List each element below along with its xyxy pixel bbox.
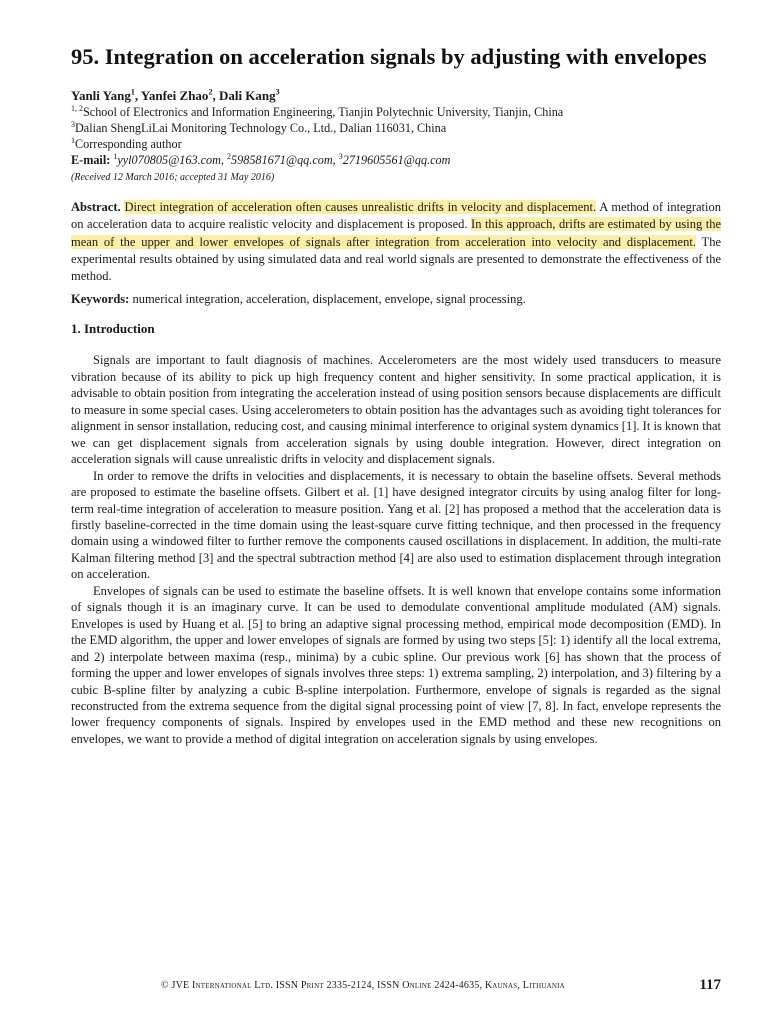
author-name: Dali Kang bbox=[218, 88, 276, 103]
page-number: 117 bbox=[699, 977, 721, 993]
page-footer bbox=[71, 977, 721, 997]
highlight: Direct integration of acceleration often causes unrealistic drifts in velocity and displacement. bbox=[124, 200, 597, 214]
affiliation-sup: 1, 2 bbox=[71, 103, 83, 113]
author-line: Yanli Yang$^1$, Yanfei Zhao$^2$, Dali Kang$^3$ bbox=[71, 87, 280, 103]
paper-page bbox=[71, 42, 721, 747]
email-label: E-mail: bbox=[71, 153, 111, 167]
email-line: E-mail: $^1$yyl070805@163.com, $^2$598581671@qq.com, $^3$2719605561@qq.com bbox=[71, 151, 451, 167]
abstract-text: A method of integration on acceleration data to acquire realistic velocity and displacement is proposed. bbox=[71, 200, 721, 232]
affiliation-text: School of Electronics and Information Engineering, Tianjin Polytechnic University, Tianjin, China bbox=[83, 105, 564, 119]
received-date: (Received 12 March 2016; accepted 31 May 2016) bbox=[71, 172, 275, 183]
abstract-label: Abstract. bbox=[71, 200, 121, 214]
author-sup: 3 bbox=[275, 87, 280, 97]
keywords-text: numerical integration, acceleration, displacement, envelope, signal processing. bbox=[132, 292, 526, 307]
paragraph: Envelopes of signals can be used to estimate the baseline offsets. It is well known that envelope contains some information of signals though it is an imaginary curve. It can be used to demodulate conventional amplitude modulated (AM) signals. Envelopes is used by Huang et al. [5] to bring an adaptive signal processing method, empirical mode decomposition (EMD). In the EMD algorithm, the upper and lower envelopes of signals are formed by using two steps [5]: 1) identify all the local extrema, and 2) interpolate between maxima (resp., minima) by a cubic spline. Our previous work [6] has shown that the process of forming the upper and lower envelopes of signals involves three steps: 1) extrema sampling, 2) interpolation, and 3) filtering by a cubic B-spline filter by analyzing a cubic B-spline interpolation. Furthermore, envelope of signals is regarded as the signal reconstructed from the extrema sequence from the digital signal processing point of view [7, 8]. In fact, envelope represents the lower frequency components of signals. Inspired by envelopes used in the EMD method and these new recognitions on envelopes, we want to provide a method of digital integration on acceleration signals by using envelopes. bbox=[71, 583, 721, 746]
paragraph: Signals are important to fault diagnosis of machines. Accelerometers are the most widely used transducers to measure vibration because of its ability to pick up high frequency content and higher sensitivity. In some practical application, it is advisable to obtain position from integrating the acceleration instead of using position sensors because displacements are difficult to measure in some special cases. Using accelerometers to obtain position has the advantages such as avoiding tight tolerances for alignment in sensor installation, reducing cost, and causing minimal interference to original system dynamics [1]. It is known that we can get displacement signals from acceleration signals by using double integration. However, direct integration on acceleration signals will cause unrealistic drifts in velocity and displacement signals. bbox=[71, 353, 721, 467]
author-name: Yanli Yang bbox=[71, 88, 131, 103]
affiliation-text: Dalian ShengLiLai Monitoring Technology Co., Ltd., Dalian 116031, China bbox=[75, 121, 447, 135]
keywords bbox=[71, 291, 721, 308]
email-address[interactable]: 2719605561@qq.com bbox=[342, 153, 451, 167]
email-address[interactable]: yyl070805@163.com bbox=[117, 153, 221, 167]
affiliation bbox=[71, 104, 721, 120]
email-sup: 3 bbox=[338, 151, 343, 161]
highlight: In this approach, drifts are estimated by using the mean of the upper and lower envelopes of signals after integration from acceleration into velocity and displacement. bbox=[71, 217, 721, 249]
affiliation-sup: 1 bbox=[71, 135, 75, 145]
footer-copyright: © JVE International Ltd. ISSN Print 2335-2124, ISSN Online 2424-4635, Kaunas, Lithuania bbox=[161, 980, 565, 991]
corresponding-author bbox=[71, 136, 721, 152]
paragraph: In order to remove the drifts in velocities and displacements, it is necessary to obtain the baseline offsets. Several methods are proposed to estimate the baseline offsets. Gilbert et al. [1] have designed integrator circuits by using analog filter for long-term real-time integration of acceleration to measure position. Yang et al. [2] has proposed a method that the acceleration data is firstly baseline-corrected in the time domain using the least-square curve fitting technique, and then processed in the frequency domain using a windowed filter to further remove the components caused oscillations in displacement. In addition, the multi-rate Kalman filtering method [3] and the spectral subtraction method [4] are also used to estimation displacement through integration on acceleration. bbox=[71, 468, 721, 582]
affiliation-text: Corresponding author bbox=[75, 137, 182, 151]
introduction-body bbox=[71, 352, 721, 747]
email-sup: 2 bbox=[227, 151, 232, 161]
keywords-label: Keywords: bbox=[71, 292, 130, 307]
abstract-text: The experimental results obtained by using simulated data and real world signals are presented to demonstrate the effectiveness of the method. bbox=[71, 234, 721, 284]
author-sup: 2 bbox=[208, 87, 213, 97]
abstract bbox=[71, 199, 721, 285]
affiliation bbox=[71, 120, 721, 136]
author-name: Yanfei Zhao bbox=[140, 88, 209, 103]
section-heading: 1. Introduction bbox=[71, 321, 155, 337]
email-address[interactable]: 598581671@qq.com bbox=[231, 153, 333, 167]
email-sup: 1 bbox=[113, 151, 118, 161]
affiliation-sup: 3 bbox=[71, 119, 75, 129]
paper-title: 95. Integration on acceleration signals by adjusting with envelopes bbox=[71, 44, 707, 69]
author-sup: 1 bbox=[130, 87, 135, 97]
